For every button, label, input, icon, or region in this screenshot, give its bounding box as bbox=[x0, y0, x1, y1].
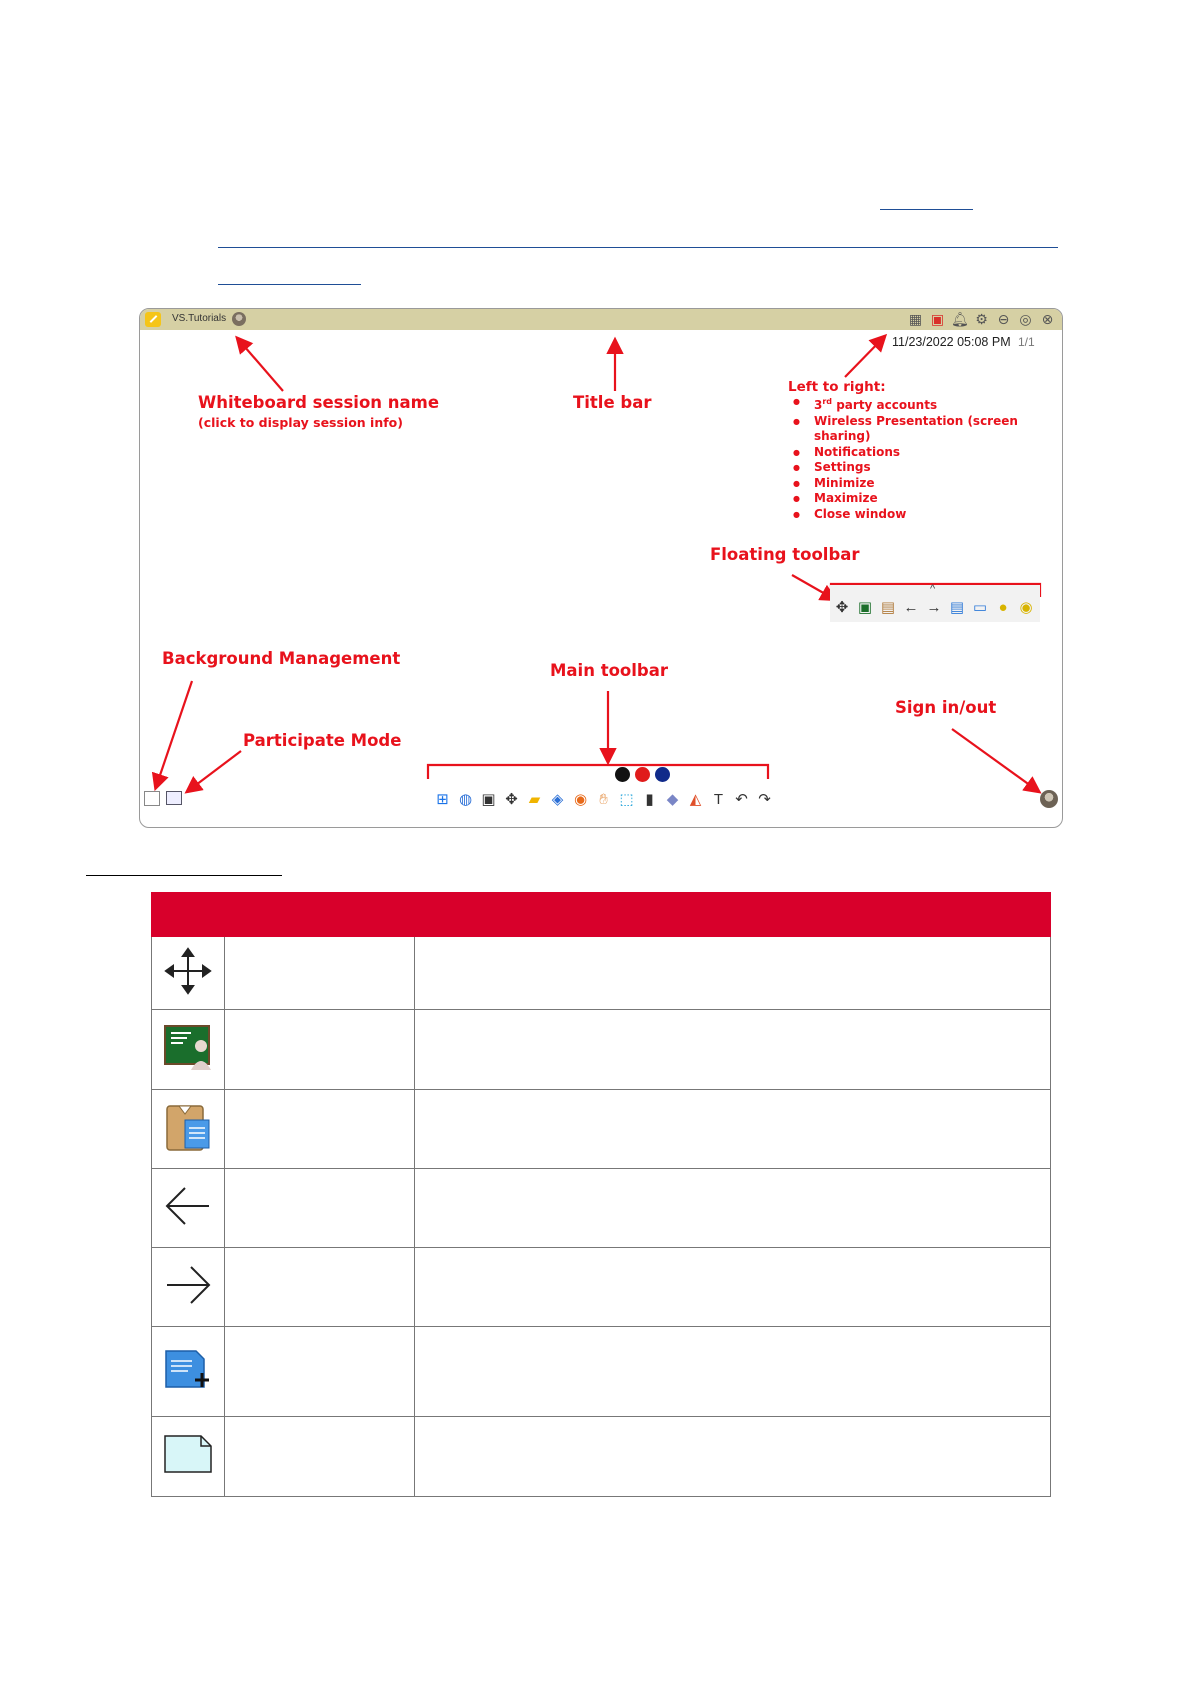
clipboard-icon bbox=[165, 1102, 211, 1152]
undo-icon[interactable]: ↶ bbox=[735, 791, 748, 808]
table-row bbox=[152, 1090, 1051, 1169]
sign-in-out-icon[interactable] bbox=[1040, 790, 1058, 808]
layers-icon[interactable]: ◈ bbox=[551, 791, 564, 808]
callout-session-name-sub: (click to display session info) bbox=[198, 415, 403, 430]
spotlight-icon[interactable]: ◉ bbox=[1019, 599, 1033, 616]
blank-page-icon[interactable]: ▭ bbox=[972, 599, 988, 616]
select-icon[interactable]: ⬚ bbox=[619, 791, 634, 808]
list-item: ● Close window bbox=[814, 507, 1044, 523]
arrow-left-icon bbox=[163, 1186, 213, 1226]
move-icon bbox=[163, 946, 213, 996]
datetime: 11/23/2022 05:08 PM bbox=[892, 335, 1011, 349]
wireless-presentation-icon[interactable]: ▣ bbox=[930, 311, 945, 327]
windows-icon[interactable]: ⊞ bbox=[436, 791, 449, 808]
background-management-icon[interactable] bbox=[144, 791, 160, 806]
list-item: ● Wireless Presentation (screen sharing) bbox=[814, 414, 1044, 445]
table-row bbox=[152, 1010, 1051, 1090]
table-cell-description bbox=[415, 937, 1051, 1010]
arrow-sign-in-out bbox=[952, 729, 1038, 791]
teaching-mode-icon bbox=[163, 1024, 213, 1070]
arrow-participate-mode bbox=[188, 751, 241, 791]
table-cell-name bbox=[225, 1090, 415, 1169]
table-row bbox=[152, 1327, 1051, 1417]
color-blue-swatch[interactable] bbox=[655, 767, 670, 782]
caret-up-icon[interactable]: ^ bbox=[930, 583, 936, 595]
participate-mode-icon[interactable] bbox=[166, 791, 182, 805]
teaching-mode-icon[interactable]: ▣ bbox=[857, 599, 873, 616]
table-cell-name bbox=[225, 1169, 415, 1248]
arrow-right-icon[interactable]: → bbox=[926, 599, 942, 616]
arrow-session-name bbox=[238, 339, 283, 391]
table-cell-name bbox=[225, 937, 415, 1010]
hand-icon[interactable]: ✋︎ bbox=[599, 791, 608, 808]
bracket-main-toolbar bbox=[428, 765, 768, 779]
table-header-row bbox=[152, 893, 1051, 937]
table-cell-description bbox=[415, 1010, 1051, 1090]
redo-icon[interactable]: ↷ bbox=[758, 791, 771, 808]
minimize-icon[interactable]: ⊖ bbox=[997, 311, 1010, 327]
main-toolbar bbox=[432, 789, 775, 810]
callout-left-to-right: Left to right: bbox=[788, 379, 886, 395]
list-item: ● Settings bbox=[814, 460, 1044, 476]
heading-underline bbox=[86, 875, 282, 876]
callout-title-bar: Title bar bbox=[573, 393, 652, 412]
table-header-description bbox=[415, 893, 1051, 937]
new-page-icon bbox=[164, 1349, 212, 1389]
list-item: ● Minimize bbox=[814, 476, 1044, 492]
folder-icon[interactable]: ▰ bbox=[528, 791, 541, 808]
new-page-icon[interactable]: ▤ bbox=[949, 599, 965, 616]
text-icon[interactable]: T bbox=[713, 791, 724, 808]
screenshot-icon[interactable]: ▣ bbox=[481, 791, 496, 808]
callout-sign-in-out: Sign in/out bbox=[895, 698, 997, 717]
arrow-floating-toolbar bbox=[792, 575, 834, 599]
browser-icon[interactable]: ◉ bbox=[573, 791, 588, 808]
maximize-icon[interactable]: ◎ bbox=[1019, 311, 1032, 327]
color-black-swatch[interactable] bbox=[615, 767, 630, 782]
arrow-left-to-right bbox=[845, 337, 884, 377]
list-item: ● Notifications bbox=[814, 445, 1044, 461]
list-item: ● 3rd party accounts bbox=[814, 394, 1044, 414]
table-row bbox=[152, 1248, 1051, 1327]
floating-toolbar bbox=[830, 585, 1040, 622]
blank-page-icon bbox=[163, 1434, 213, 1474]
table-cell-name bbox=[225, 1327, 415, 1417]
table-cell-name bbox=[225, 1010, 415, 1090]
table-cell-name bbox=[225, 1248, 415, 1327]
callout-arrows bbox=[140, 309, 1062, 827]
eraser-icon[interactable]: ◆ bbox=[666, 791, 679, 808]
apps-icon[interactable]: ◍ bbox=[458, 791, 473, 808]
callout-session-name: Whiteboard session name bbox=[198, 393, 440, 412]
apps-grid-icon[interactable]: ▦ bbox=[908, 311, 923, 327]
table-row bbox=[152, 1417, 1051, 1497]
close-icon[interactable]: ⊗ bbox=[1041, 311, 1054, 327]
link-underline-3[interactable] bbox=[218, 284, 361, 285]
whiteboard-screenshot bbox=[139, 308, 1063, 828]
arrow-left-icon[interactable]: ← bbox=[903, 599, 919, 616]
session-name[interactable]: VS.Tutorials bbox=[172, 313, 227, 324]
color-red-swatch[interactable] bbox=[635, 767, 650, 782]
table-row bbox=[152, 1169, 1051, 1248]
shapes-icon[interactable]: ◭ bbox=[689, 791, 702, 808]
callout-floating-toolbar: Floating toolbar bbox=[710, 545, 860, 564]
callout-background-management: Background Management bbox=[162, 649, 401, 668]
page-count: 1/1 bbox=[1018, 335, 1035, 349]
lightbulb-icon[interactable]: ● bbox=[998, 599, 1008, 616]
move-icon[interactable]: ✥ bbox=[505, 791, 518, 808]
clipboard-icon[interactable]: ▤ bbox=[880, 599, 896, 616]
arrow-right-icon bbox=[163, 1265, 213, 1305]
gear-icon[interactable]: ⚙ bbox=[975, 311, 988, 327]
arrow-background-management bbox=[156, 681, 192, 787]
link-underline-1[interactable] bbox=[880, 209, 973, 210]
table-cell-description bbox=[415, 1090, 1051, 1169]
table-cell-description bbox=[415, 1417, 1051, 1497]
callout-main-toolbar: Main toolbar bbox=[550, 661, 668, 680]
move-icon[interactable]: ✥ bbox=[835, 599, 849, 616]
floating-toolbar-table bbox=[151, 892, 1051, 1497]
table-header-icon bbox=[152, 893, 415, 937]
table-cell-description bbox=[415, 1169, 1051, 1248]
table-cell-name bbox=[225, 1417, 415, 1497]
link-underline-2[interactable] bbox=[218, 247, 1058, 248]
table-cell-description bbox=[415, 1327, 1051, 1417]
callout-participate-mode: Participate Mode bbox=[243, 731, 402, 750]
list-item: ● Maximize bbox=[814, 491, 1044, 507]
bell-icon[interactable]: 🔔︎ bbox=[951, 311, 969, 327]
table-cell-description bbox=[415, 1248, 1051, 1327]
pen-colors bbox=[615, 767, 670, 782]
marker-icon[interactable]: ▮ bbox=[645, 791, 654, 808]
table-row bbox=[152, 937, 1051, 1010]
